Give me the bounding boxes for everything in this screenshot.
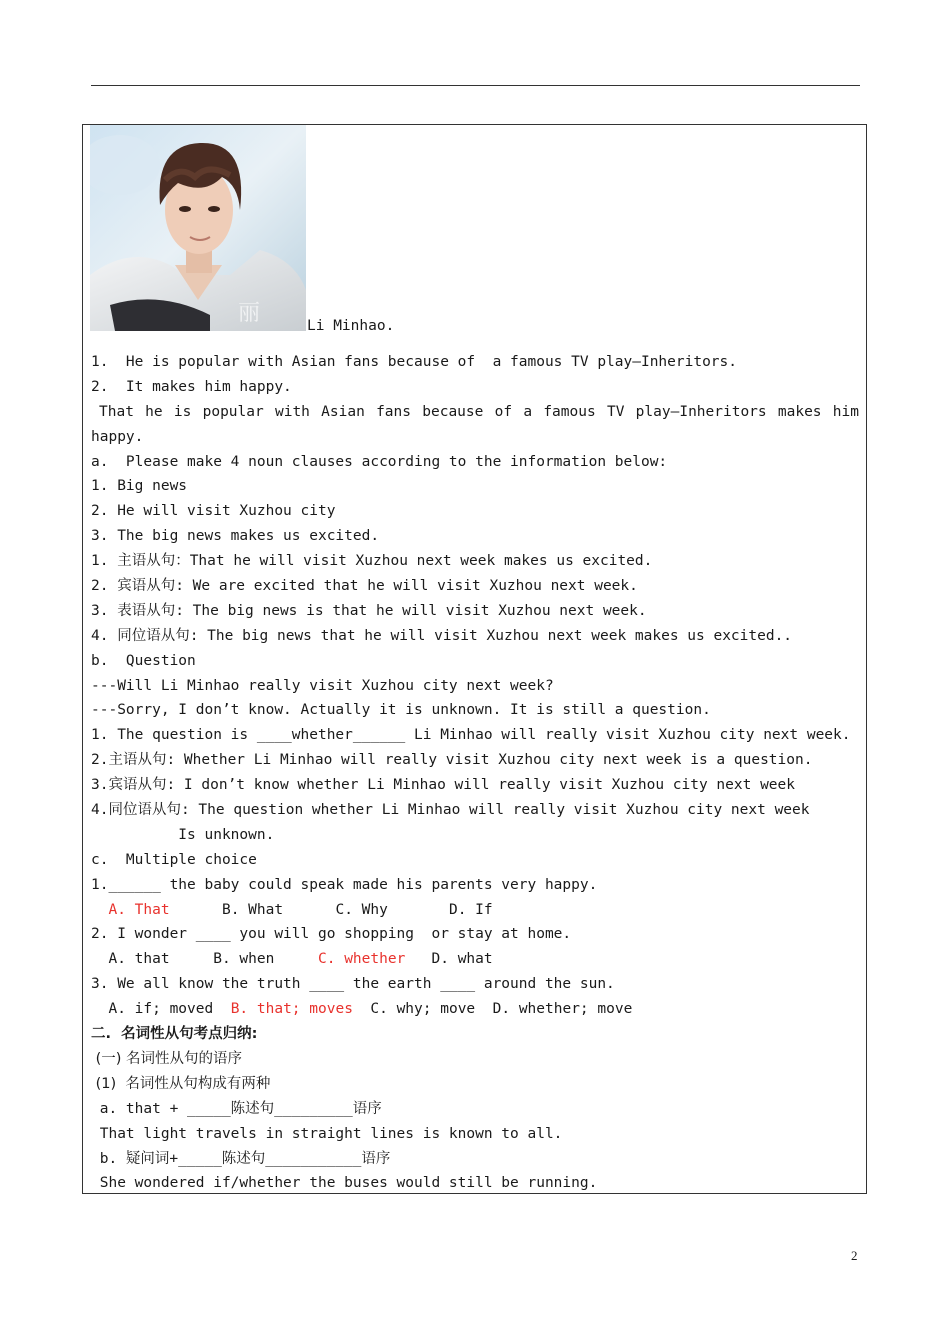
text-line: 2. 宾语从句: We are excited that he will visit Xuzhou next week. (91, 578, 638, 595)
question-2-options (91, 947, 861, 972)
text-line: b. 疑问词+_____陈述句___________语序 (91, 1150, 391, 1167)
text-line: 3. 表语从句: The big news is that he will visit Xuzhou next week. (91, 602, 647, 619)
option: C. Why (335, 901, 388, 918)
section-c-heading: c. Multiple choice (91, 851, 257, 868)
text-line: She wondered if/whether the buses would still be running. (91, 1175, 598, 1192)
text-line: 1. Big news (91, 478, 188, 495)
svg-text:丽: 丽 (238, 301, 261, 326)
text-line: 4.同位语从句: The question whether Li Minhao will really visit Xuzhou city next week (91, 802, 810, 819)
section-b-heading: b. Question (91, 652, 196, 669)
text-line: 1. 主语从句：That he will visit Xuzhou next week makes us excited. (91, 553, 653, 570)
question-1: 1.______ the baby could speak made his parents very happy. (91, 876, 598, 893)
text-line: a. that + _____陈述句_________语序 (91, 1100, 382, 1117)
option: D. If (448, 901, 493, 918)
text-line: 3. The big news makes us excited. (91, 528, 380, 545)
option-correct: A. That (108, 901, 170, 918)
option-correct: B. that; moves (230, 1001, 353, 1018)
text-line: 1. He is popular with Asian fans because of a famous TV play—Inheritors. (91, 354, 738, 370)
option: D. whether; move (492, 1001, 633, 1018)
option: C. why; move (370, 1001, 476, 1018)
option: A. that (108, 951, 170, 968)
question-3-options (91, 997, 861, 1022)
option: B. What (221, 901, 284, 918)
question-2: 2. I wonder ____ you will go shopping or stay at home. (91, 926, 572, 943)
section-2-heading: 二. 名词性从句考点归纳: (91, 1026, 258, 1043)
document-body (91, 350, 861, 1196)
text-line: 4. 同位语从句: The big news that he will visit Xuzhou next week makes us excited.. (91, 627, 793, 644)
text-line: ---Will Li Minhao really visit Xuzhou city next week? (91, 677, 554, 694)
option: B. when (213, 951, 275, 968)
header-rule (91, 85, 860, 86)
text-line: 1. The question is ____whether______ Li Minhao will really visit Xuzhou city next week. (91, 727, 851, 744)
portrait-photo (90, 125, 306, 331)
text-line: 3.宾语从句: I don’t know whether Li Minhao will really visit Xuzhou city next week (91, 777, 796, 794)
text-line: That light travels in straight lines is known to all. (91, 1125, 563, 1142)
option: D. what (431, 951, 493, 968)
question-3: 3. We all know the truth ____ the earth ____ around the sun. (91, 976, 615, 993)
option: A. if; moved (108, 1001, 214, 1018)
text-line: 2. It makes him happy. (91, 378, 292, 395)
text-line: 2.主语从句: Whether Li Minhao will really visit Xuzhou city next week is a question. (91, 752, 813, 769)
text-line: Is unknown. (91, 826, 275, 843)
text-line: That he is popular with Asian fans because of a famous TV play—Inheritors makes him (99, 403, 859, 420)
text-line: ---Sorry, I don’t know. Actually it is unknown. It is still a question. (91, 702, 711, 719)
option-correct: C. whether (318, 951, 406, 968)
text-line: (1) 名词性从句构成有两种 (91, 1075, 271, 1092)
text-line: (一) 名词性从句的语序 (91, 1050, 243, 1067)
text-line: happy. (91, 428, 144, 445)
section-a-heading: a. Please make 4 noun clauses according to the information below: (91, 453, 668, 470)
text-line: 2. He will visit Xuzhou city (91, 503, 336, 520)
page-number: 2 (851, 1248, 858, 1263)
question-1-options (91, 898, 861, 923)
photo-caption: Li Minhao. (307, 318, 395, 334)
